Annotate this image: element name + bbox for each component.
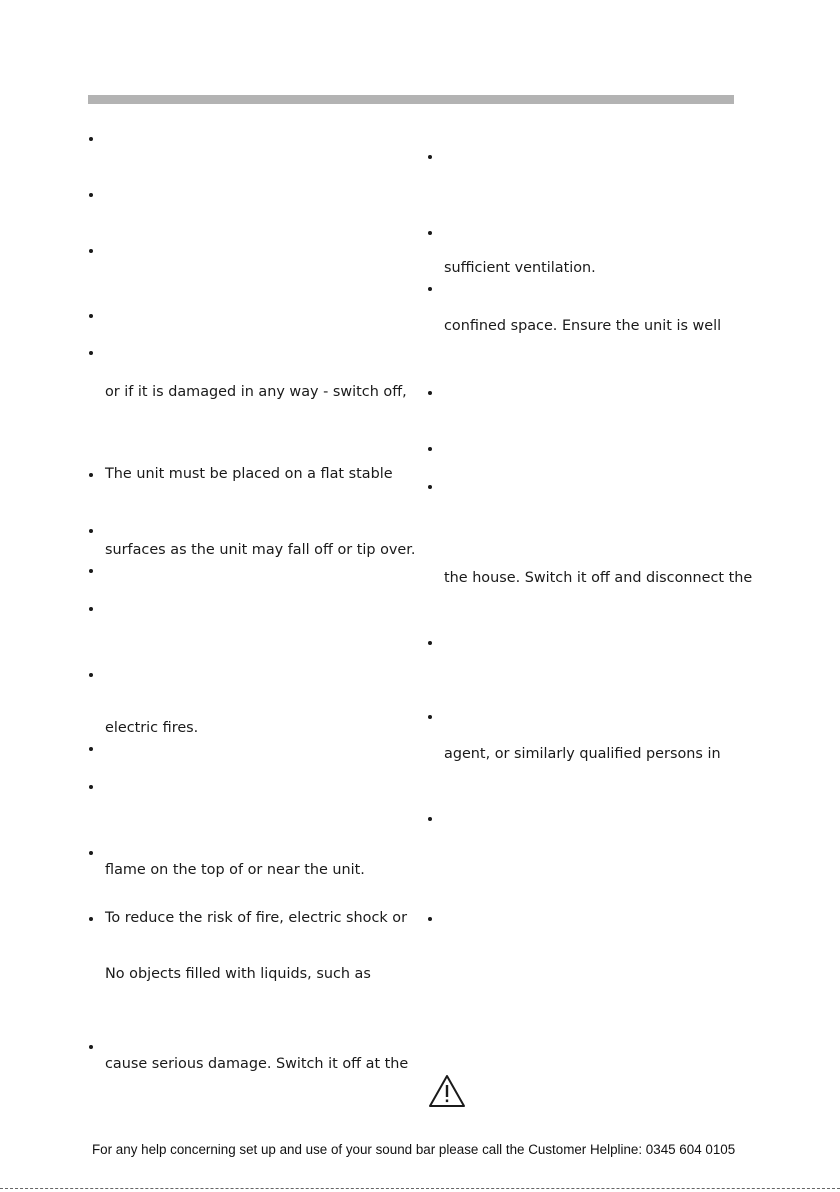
warning-triangle-icon: [428, 1074, 466, 1108]
list-bullet: [89, 351, 93, 355]
list-bullet: [89, 569, 93, 573]
list-bullet: [89, 137, 93, 141]
list-bullet: [89, 785, 93, 789]
list-bullet: [89, 673, 93, 677]
body-text-line: No objects filled with liquids, such as: [105, 966, 371, 982]
body-text-line: electric fires.: [105, 720, 199, 736]
list-bullet: [428, 155, 432, 159]
body-text-line: sufficient ventilation.: [444, 260, 596, 276]
body-text-line: cause serious damage. Switch it off at the: [105, 1056, 409, 1072]
list-bullet: [89, 747, 93, 751]
list-bullet: [428, 485, 432, 489]
list-bullet: [89, 851, 93, 855]
list-bullet: [89, 529, 93, 533]
header-divider: [88, 95, 734, 104]
customer-helpline-footer: For any help concerning set up and use of your sound bar please call the Customer Helpline: 0345 604 0105: [92, 1142, 736, 1157]
list-bullet: [89, 314, 93, 318]
list-bullet: [89, 1045, 93, 1049]
body-text-line: agent, or similarly qualified persons in: [444, 746, 721, 762]
list-bullet: [428, 447, 432, 451]
list-bullet: [89, 917, 93, 921]
list-bullet: [89, 193, 93, 197]
list-bullet: [428, 231, 432, 235]
list-bullet: [89, 473, 93, 477]
list-bullet: [428, 917, 432, 921]
body-text-line: confined space. Ensure the unit is well: [444, 318, 722, 334]
list-bullet: [428, 817, 432, 821]
body-text-line: the house. Switch it off and disconnect the: [444, 570, 753, 586]
list-bullet: [89, 607, 93, 611]
body-text-line: surfaces as the unit may fall off or tip over.: [105, 542, 416, 558]
list-bullet: [428, 287, 432, 291]
list-bullet: [428, 391, 432, 395]
body-text-line: To reduce the risk of fire, electric shock or: [105, 910, 408, 926]
page-bottom-edge: [0, 1188, 840, 1189]
list-bullet: [428, 715, 432, 719]
list-bullet: [428, 641, 432, 645]
body-text-line: or if it is damaged in any way - switch off,: [105, 384, 407, 400]
list-bullet: [89, 249, 93, 253]
body-text-line: The unit must be placed on a flat stable: [105, 466, 393, 482]
body-text-line: flame on the top of or near the unit.: [105, 862, 365, 878]
